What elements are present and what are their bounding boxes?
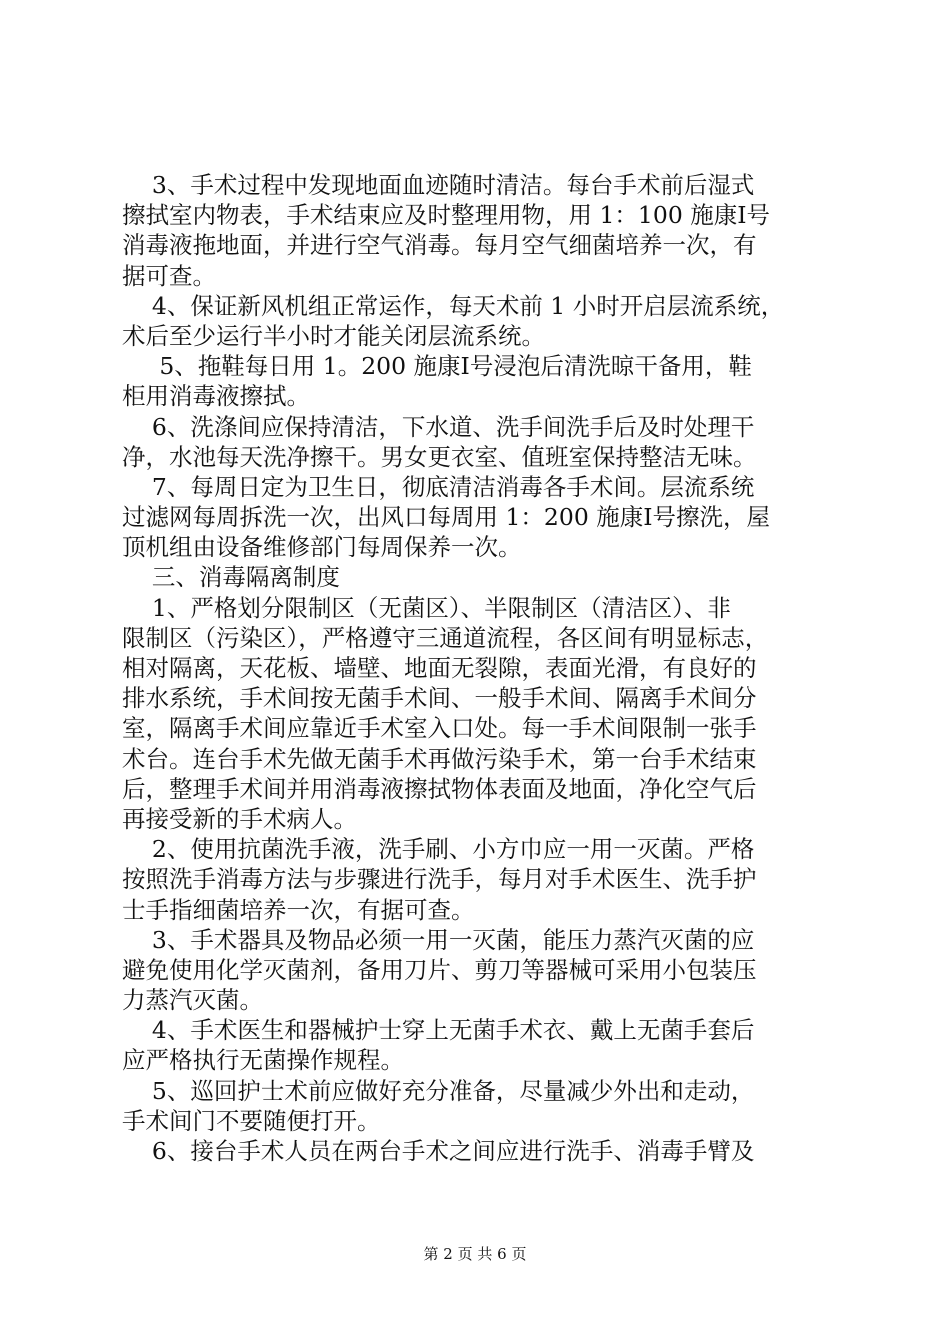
text-line: 顶机组由设备维修部门每周保养一次。 (122, 533, 522, 562)
text-line: 手术间门不要随便打开。 (122, 1106, 381, 1135)
text-line: 4、手术医生和器械护士穿上无菌手术衣、戴上无菌手套后 (122, 1016, 755, 1045)
text-line: 再接受新的手术病人。 (122, 804, 357, 833)
text-line: 2、使用抗菌洗手液，洗手刷、小方巾应一用一灭菌。严格 (122, 835, 755, 864)
text-line: 5、拖鞋每日用 1。200 施康Ⅰ号浸泡后清洗晾干备用，鞋 (122, 352, 752, 381)
text-line: 按照洗手消毒方法与步骤进行洗手，每月对手术医生、洗手护 (122, 865, 757, 894)
text-line: 6、接台手术人员在两台手术之间应进行洗手、消毒手臂及 (122, 1137, 755, 1165)
text-line: 力蒸汽灭菌。 (122, 986, 263, 1015)
section-heading: 三、消毒隔离制度 (122, 563, 340, 592)
text-line: 据可查。 (122, 261, 216, 290)
text-line: 5、巡回护士术前应做好充分准备，尽量减少外出和走动， (122, 1076, 755, 1105)
text-line: 后，整理手术间并用消毒液擦拭物体表面及地面，净化空气后 (122, 774, 757, 803)
text-line: 净，水池每天洗净擦干。男女更衣室、值班室保持整洁无味。 (122, 442, 757, 471)
text-line: 过滤网每周拆洗一次，出风口每周用 1：200 施康Ⅰ号擦洗，屋 (122, 503, 771, 532)
text-line: 术台。连台手术先做无菌手术再做污染手术，第一台手术结束 (122, 744, 757, 773)
text-line: 柜用消毒液擦拭。 (122, 382, 310, 411)
text-line: 应严格执行无菌操作规程。 (122, 1046, 404, 1075)
text-line: 6、洗涤间应保持清洁，下水道、洗手间洗手后及时处理干 (122, 412, 755, 441)
text-line: 3、手术过程中发现地面血迹随时清洁。每台手术前后湿式 (122, 171, 755, 199)
text-line: 7、每周日定为卫生日，彻底清洁消毒各手术间。层流系统 (122, 472, 755, 501)
text-line: 术后至少运行半小时才能关闭层流系统。 (122, 321, 545, 350)
text-line: 限制区（污染区），严格遵守三通道流程，各区间有明显标志， (122, 623, 769, 652)
text-line: 消毒液拖地面，并进行空气消毒。每月空气细菌培养一次，有 (122, 231, 757, 260)
page-number-footer: 第 2 页 共 6 页 (423, 1245, 527, 1263)
text-line: 士手指细菌培养一次，有据可查。 (122, 895, 475, 924)
text-line: 3、手术器具及物品必须一用一灭菌，能压力蒸汽灭菌的应 (122, 925, 755, 954)
text-line: 4、保证新风机组正常运作，每天术前 1 小时开启层流系统， (122, 291, 785, 320)
document-body (122, 170, 832, 1166)
text-line: 室，隔离手术间应靠近手术室入口处。每一手术间限制一张手 (122, 714, 757, 743)
text-line: 相对隔离，天花板、墙壁、地面无裂隙，表面光滑，有良好的 (122, 654, 757, 682)
text-line: 1、严格划分限制区（无菌区）、半限制区（清洁区）、非 (122, 593, 731, 622)
text-line: 避免使用化学灭菌剂，备用刀片、剪刀等器械可采用小包装压 (122, 955, 757, 984)
text-line: 擦拭室内物表，手术结束应及时整理用物，用 1：100 施康Ⅰ号 (122, 201, 771, 230)
text-line: 排水系统，手术间按无菌手术间、一般手术间、隔离手术间分 (122, 684, 757, 713)
